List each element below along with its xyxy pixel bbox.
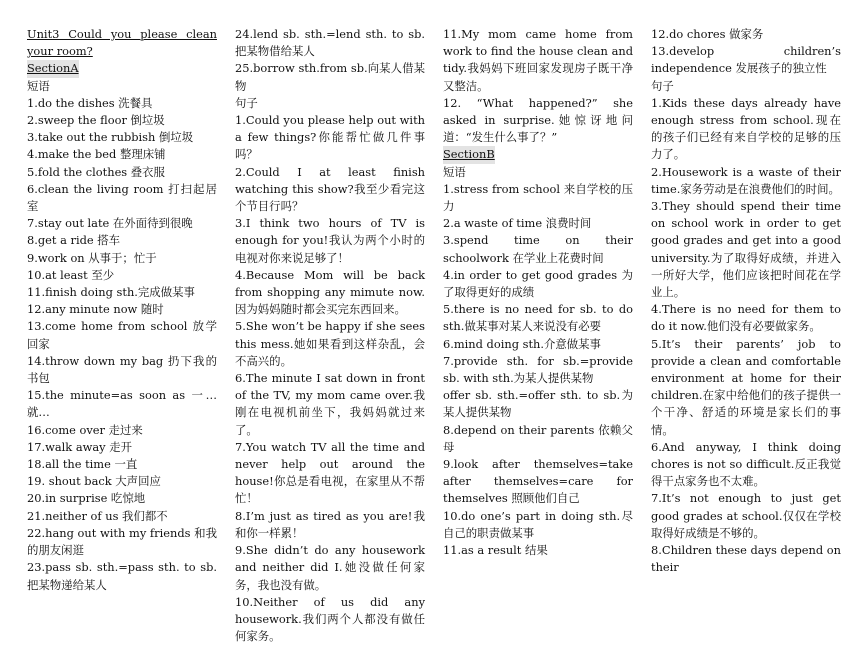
list-item: 11.finish doing sth.完成做某事 [27, 285, 195, 300]
list-item: 2.Could I at least finish watching this show?我至少看完这个节目行吗？ [235, 164, 425, 214]
list-item: 5.She won’t be happy if she sees this mess.她如果看到这样杂乱，会不高兴的。 [235, 319, 425, 368]
list-item: 5.It’s their parents’ job to provide a clean and comfortable environment at home for their children.在家中给他们的孩子提供一个干净、舒适的环境是家长们的事情。 [651, 336, 841, 437]
list-item: 14.throw down my bag 扔下我的书包 [27, 353, 217, 386]
list-item: 25.borrow sth.from sb.向某人借某物 [235, 61, 425, 93]
list-item: 4.There is no need for them to do it now.他们没有必要做家务。 [651, 302, 841, 334]
list-item: 2.sweep the floor 倒垃圾 [27, 113, 165, 128]
list-item: 9.look after themselves=take after themselves=care for themselves 照顾他们自己 [443, 457, 633, 506]
col3-list-before [443, 26, 633, 146]
list-item: 6.clean the living room 打扫起居室 [27, 181, 217, 214]
list-item: 9.She didn’t do any housework and neither did I.她没做任何家务，我也没有做。 [235, 543, 425, 592]
list-item: 2.Housework is a waste of their time.家务劳动是在浪费他们的时间。 [651, 164, 841, 196]
phrases-label: 短语 [27, 78, 50, 93]
list-item: 11.as a result 结果 [443, 543, 548, 558]
list-item: 24.lend sb. sth.=lend sth. to sb.把某物借给某人 [235, 27, 425, 59]
list-item: 8.Children these days depend on their [651, 543, 841, 575]
list-item: 23.pass sb. sth.=pass sth. to sb.把某物递给某人 [27, 560, 217, 592]
list-item: 4.in order to get good grades 为了取得更好的成绩 [443, 267, 633, 300]
list-item: 8.get a ride 搭车 [27, 233, 121, 248]
list-item: 3.spend time on their schoolwork 在学业上花费时间 [443, 233, 633, 265]
phrases-label-b: 短语 [443, 164, 466, 179]
list-item: 13.come home from school 放学回家 [27, 319, 217, 351]
list-item: 20.in surprise 吃惊地 [27, 491, 146, 506]
column-1 [27, 26, 217, 606]
col1-list [27, 95, 217, 594]
list-item: 10.Neither of us did any housework.我们两个人都没有做任何家务。 [235, 594, 425, 644]
list-item: 22.hang out with my friends 和我的朋友闲逛 [27, 525, 217, 558]
list-item: 7.You watch TV all the time and never help out around the house!你总是看电视，在家里从不帮忙！ [235, 439, 425, 506]
column-3 [443, 26, 633, 606]
section-a-heading: SectionA [27, 60, 79, 77]
column-2 [235, 26, 425, 644]
list-item: 9.work on 从事于；忙于 [27, 250, 157, 265]
section-b-heading: SectionB [443, 146, 495, 163]
list-item: 12.do chores 做家务 [651, 27, 764, 41]
list-item: 4.make the bed 整理床铺 [27, 147, 166, 162]
list-item: 7.It’s not enough to just get good grades at school.仅仅在学校取得好成绩是不够的。 [651, 491, 841, 540]
list-item: 句子 [651, 78, 674, 93]
list-item: 1.do the dishes 洗餐具 [27, 95, 153, 110]
list-item: 3.They should spend their time on school work in order to get good grades and get into a good university.为了取得好成绩，并进入一所好大学，他们应该把时间花在学业上。 [651, 199, 841, 300]
list-item: 6.mind doing sth.介意做某事 [443, 336, 601, 351]
list-item: 3.take out the rubbish 倒垃圾 [27, 130, 194, 145]
list-item: 17.walk away 走开 [27, 439, 132, 454]
list-item: 13.develop children’s independence 发展孩子的独立性 [651, 44, 841, 76]
list-item: 10.at least 至少 [27, 267, 115, 282]
list-item: 5.there is no need for sb. to do sth.做某事对某人来说没有必要 [443, 302, 633, 334]
list-item: 21.neither of us 我们都不 [27, 508, 168, 523]
list-item: 16.come over 走过来 [27, 422, 143, 437]
list-item: 7.provide sth. for sb.=provide sb. with sth.为某人提供某物 [443, 353, 633, 386]
list-item: 2.a waste of time 浪费时间 [443, 216, 592, 231]
list-item: 11.My mom came home from work to find the house clean and tidy.我妈妈下班回家发现房子既干净又整洁。 [443, 27, 633, 93]
list-item: 1.Could you please help out with a few things?你能帮忙做几件事吗？ [235, 113, 425, 162]
list-item: offer sb. sth.=offer sth. to sb.为某人提供某物 [443, 388, 633, 420]
list-item: 句子 [235, 95, 258, 110]
list-item: 12.any minute now 随时 [27, 302, 164, 317]
list-item: 15.the minute=as soon as 一…就… [27, 388, 217, 420]
col3-list-after [443, 181, 633, 559]
list-item: 8.I’m just as tired as you are!我和你一样累！ [235, 508, 425, 540]
col4-list [651, 26, 841, 577]
list-item: 7.stay out late 在外面待到很晚 [27, 216, 193, 231]
column-4 [651, 26, 841, 606]
list-item: 1.Kids these days already have enough stress from school.现在的孩子们已经有来自学校的足够的压力了。 [651, 95, 841, 162]
list-item: 6.The minute I sat down in front of the TV, my mom came over.我刚在电视机前坐下，我妈妈就过来了。 [235, 371, 425, 437]
unit-title: Unit3 Could you please clean your room? [27, 27, 217, 59]
col2-list [235, 26, 425, 645]
list-item: 4.Because Mom will be back from shopping any mimute now.因为妈妈随时都会买完东西回来。 [235, 267, 425, 317]
list-item: 5.fold the clothes 叠衣服 [27, 164, 165, 179]
list-item: 10.do one’s part in doing sth.尽自己的职责做某事 [443, 508, 633, 540]
list-item: 8.depend on their parents 依赖父母 [443, 422, 633, 454]
list-item: 3.I think two hours of TV is enough for you!我认为两个小时的电视对你来说足够了！ [235, 216, 425, 265]
list-item: 19. shout back 大声回应 [27, 474, 161, 489]
list-item: 6.And anyway, I think doing chores is not so difficult.反正我觉得干点家务也不太难。 [651, 439, 841, 489]
list-item: 18.all the time 一直 [27, 457, 138, 472]
list-item: 1.stress from school 来自学校的压力 [443, 181, 633, 214]
list-item: 12. “What happened?” she asked in surprise.她惊讶地问道：“发生什么事了？” [443, 95, 633, 145]
